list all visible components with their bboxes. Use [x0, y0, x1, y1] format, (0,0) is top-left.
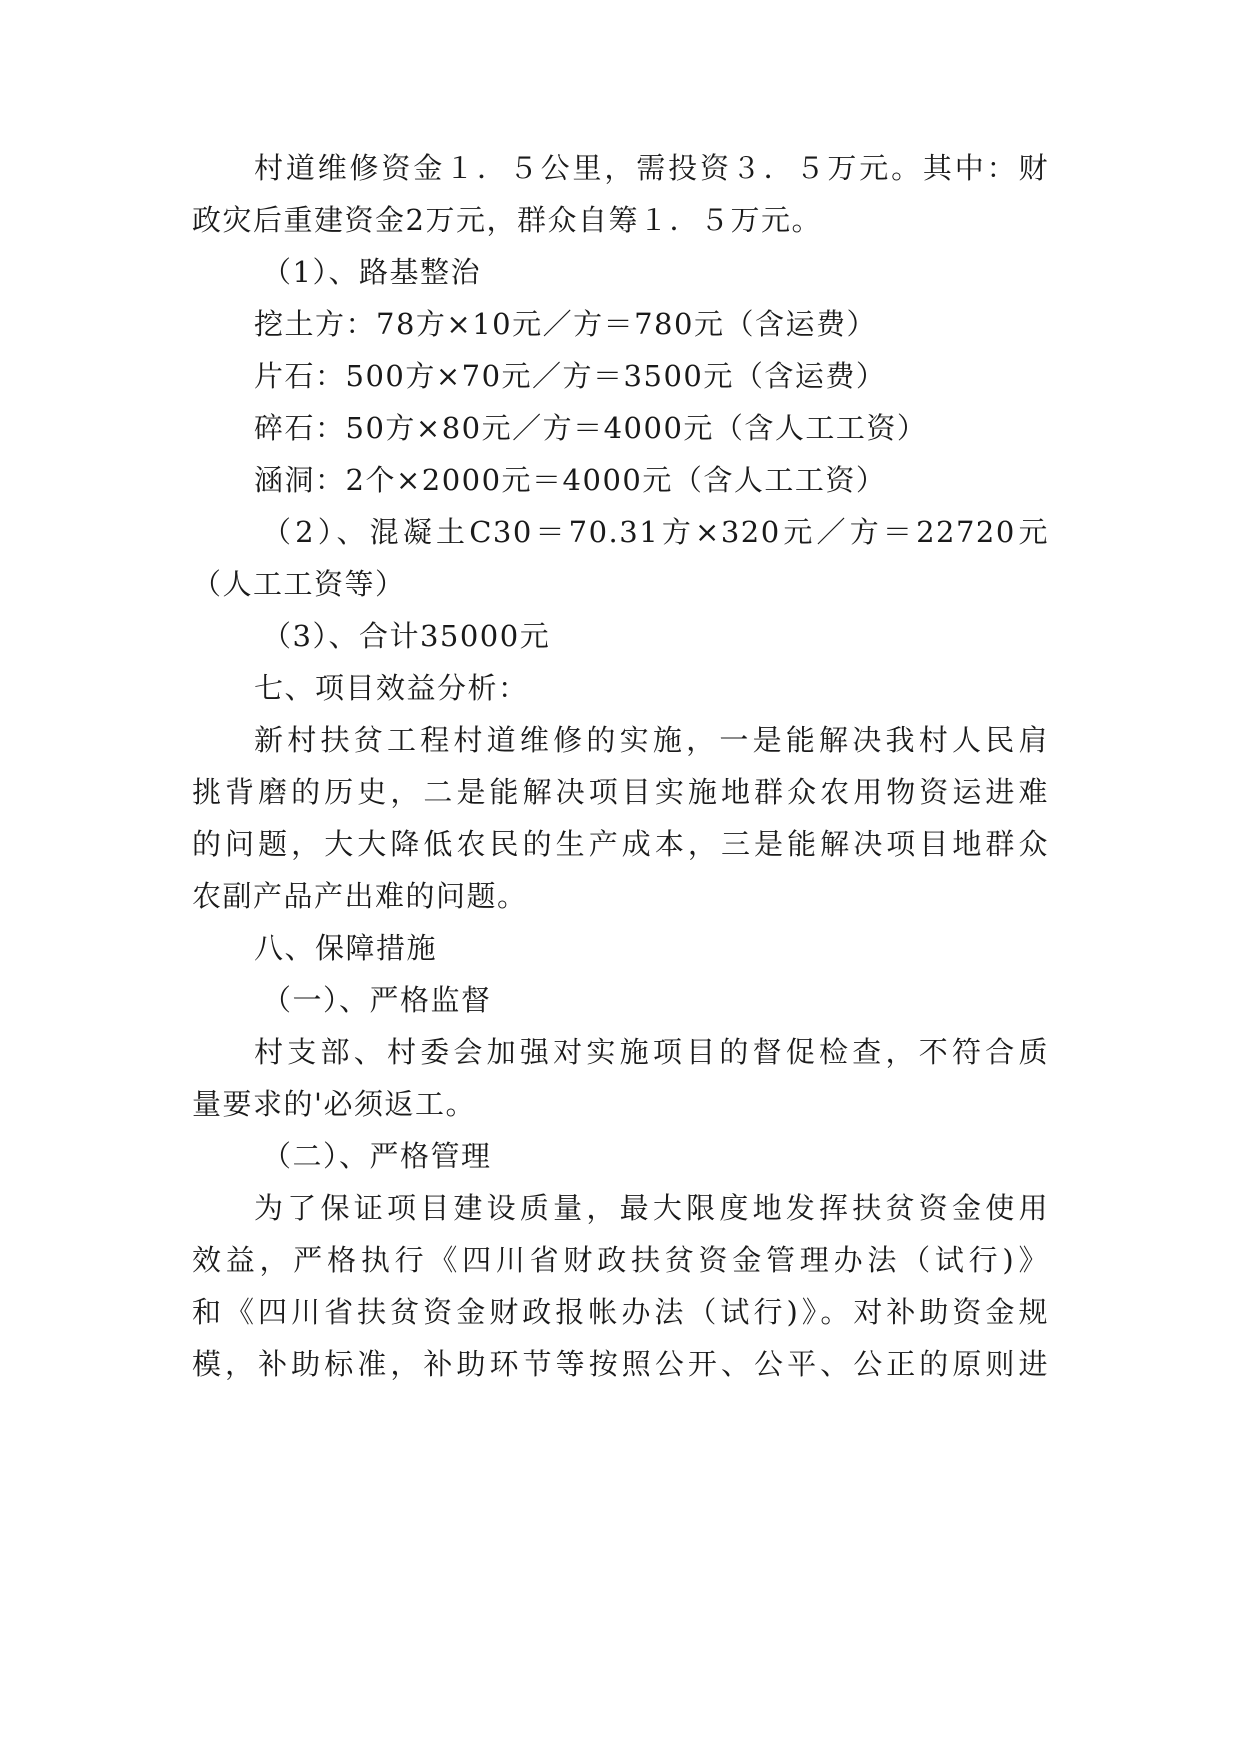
paragraph-line: 挑背磨的历史，二是能解决项目实施地群众农用物资运进难 [192, 775, 1049, 809]
section-heading: （一）、严格监督 [262, 983, 492, 1017]
paragraph-line: 涵洞：2个×2000元＝4000元（含人工工资） [254, 463, 887, 497]
paragraph-line: 效益，严格执行《四川省财政扶贫资金管理办法（试行)》 [192, 1243, 1049, 1277]
section-heading: （1）、路基整治 [262, 255, 481, 289]
paragraph-line: 村支部、村委会加强对实施项目的督促检查，不符合质 [254, 1035, 1049, 1069]
section-heading: 八、保障措施 [254, 931, 438, 965]
paragraph-line: 为了保证项目建设质量，最大限度地发挥扶贫资金使用 [254, 1191, 1049, 1225]
paragraph-line: 农副产品产出难的问题。 [192, 879, 528, 913]
paragraph-line: 政灾后重建资金2万元，群众自筹１．５万元。 [192, 203, 822, 237]
paragraph-line: 模，补助标准，补助环节等按照公开、公平、公正的原则进 [192, 1347, 1049, 1381]
paragraph-line: （人工工资等） [192, 567, 406, 601]
paragraph-line: 的问题，大大降低农民的生产成本，三是能解决项目地群众 [192, 827, 1049, 861]
paragraph-line: 新村扶贫工程村道维修的实施，一是能解决我村人民肩 [254, 723, 1049, 757]
paragraph-line: 和《四川省扶贫资金财政报帐办法（试行)》。对补助资金规 [192, 1295, 1049, 1329]
paragraph-line: 量要求的'必须返工。 [192, 1087, 476, 1121]
paragraph-line: （2）、混凝土C30＝70.31方×320元／方＝22720元 [262, 515, 1049, 549]
section-heading: 七、项目效益分析： [254, 671, 529, 705]
paragraph-line: 碎石：50方×80元／方＝4000元（含人工工资） [254, 411, 928, 445]
paragraph-line: 片石：500方×70元／方＝3500元（含运费） [254, 359, 887, 393]
paragraph-line: 挖土方：78方×10元／方＝780元（含运费） [254, 307, 877, 341]
section-heading: （二）、严格管理 [262, 1139, 492, 1173]
paragraph-line: 村道维修资金１．５公里，需投资３．５万元。其中：财 [254, 151, 1049, 185]
paragraph-line: （3）、合计35000元 [262, 619, 551, 653]
